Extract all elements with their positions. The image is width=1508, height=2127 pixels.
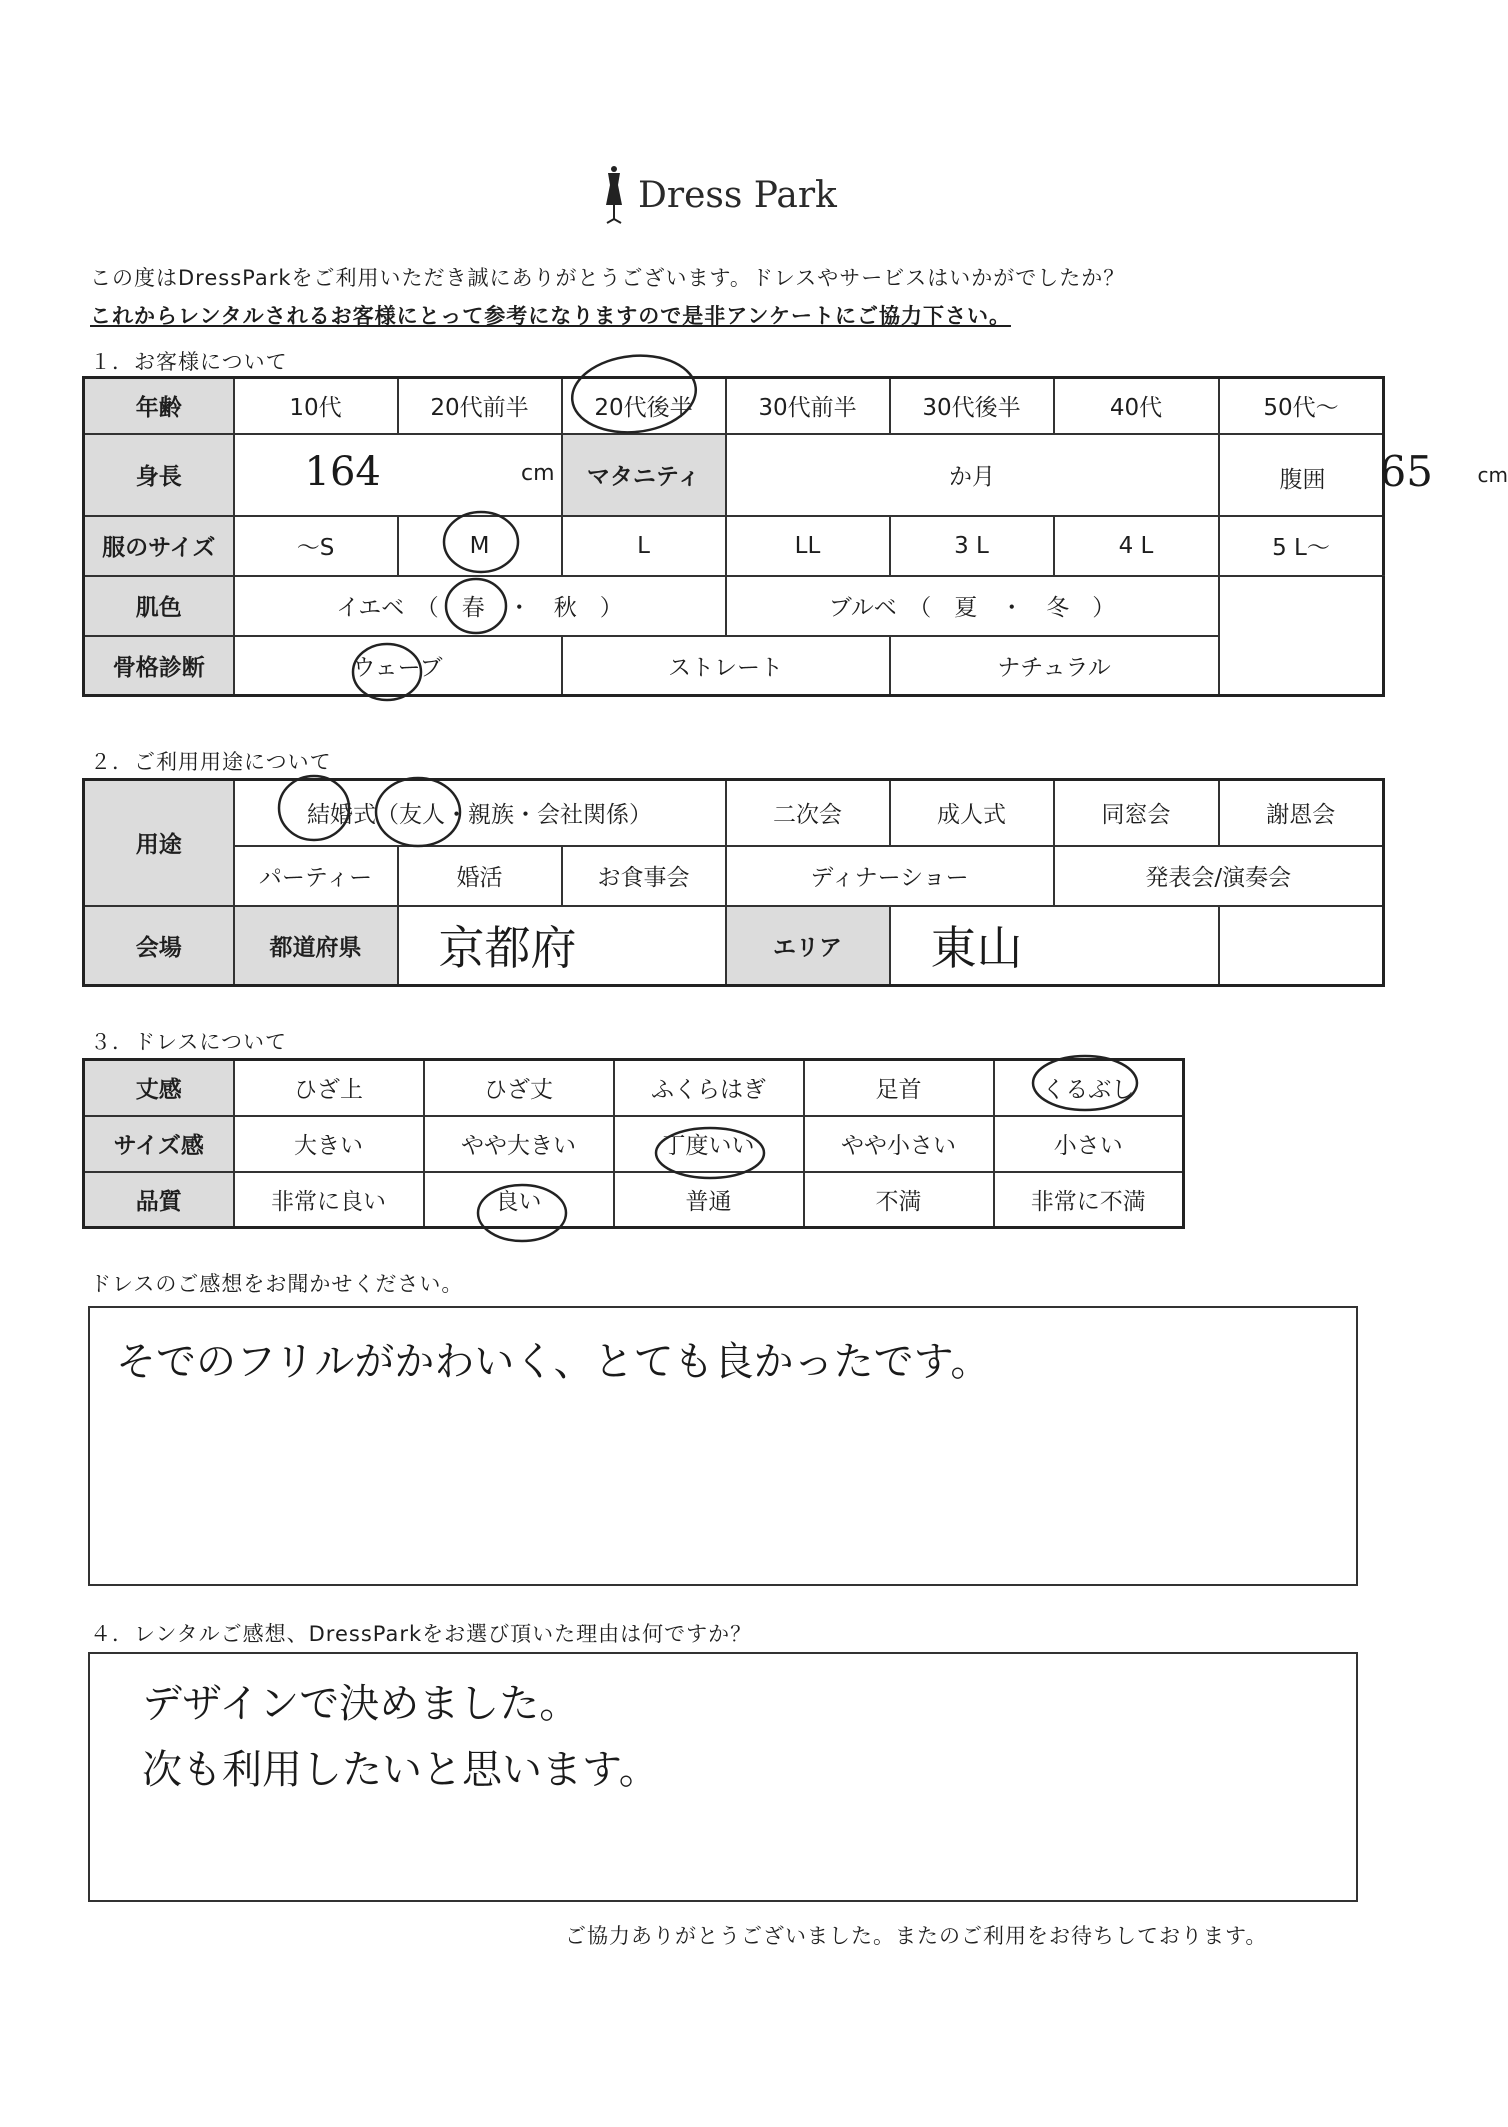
- length-option[interactable]: ひざ丈: [424, 1060, 614, 1116]
- fit-option[interactable]: やや小さい: [804, 1116, 994, 1172]
- age-option-selected[interactable]: 20代後半: [562, 378, 726, 434]
- size-option[interactable]: 4 L: [1054, 516, 1219, 576]
- wedding-option[interactable]: 結婚式（友人・親族・会社関係）: [234, 780, 726, 846]
- quality-row: [84, 1172, 1184, 1228]
- waist-unit: cm: [1477, 462, 1508, 487]
- size-option[interactable]: ～S: [234, 516, 398, 576]
- skeleton-option-selected[interactable]: ウェーブ: [234, 636, 562, 696]
- purpose-table: [82, 778, 1385, 987]
- age-option[interactable]: 20代前半: [398, 378, 562, 434]
- skin-label: 肌色: [84, 576, 234, 636]
- fit-option-selected[interactable]: 丁度いい: [614, 1116, 804, 1172]
- quality-option[interactable]: 非常に良い: [234, 1172, 424, 1228]
- prefecture-value[interactable]: 京都府: [398, 906, 726, 986]
- age-option[interactable]: 50代～: [1219, 378, 1384, 434]
- purpose-option[interactable]: ディナーショー: [726, 846, 1054, 906]
- section4-title: ４．レンタルご感想、DressParkをお選び頂いた理由は何ですか？: [90, 1622, 753, 1646]
- section1-title: １．お客様について: [90, 350, 288, 374]
- fit-option[interactable]: やや大きい: [424, 1116, 614, 1172]
- venue-label: 会場: [84, 906, 234, 986]
- height-field[interactable]: [234, 434, 562, 516]
- quality-option[interactable]: 非常に不満: [994, 1172, 1184, 1228]
- quality-option-selected[interactable]: 良い: [424, 1172, 614, 1228]
- months-unit: か月: [949, 464, 995, 490]
- reason-answer-line2: 次も利用したいと思います。: [142, 1747, 659, 1793]
- age-option[interactable]: 30代後半: [890, 378, 1054, 434]
- length-label: 丈感: [84, 1060, 234, 1116]
- purpose-option[interactable]: お食事会: [562, 846, 726, 906]
- intro-text: この度はDressParkをご利用いただき誠にありがとうございます。ドレスやサービスはいかがでしたか？: [90, 266, 1126, 290]
- maternity-label: マタニティ: [562, 434, 726, 516]
- maternity-months-field[interactable]: [726, 434, 1219, 516]
- waist-value: 65: [1379, 446, 1433, 496]
- request-text: これからレンタルされるお客様にとって参考になりますので是非アンケートにご協力下さい。: [90, 304, 1011, 328]
- purpose-row-1: [84, 780, 1384, 846]
- size-option[interactable]: 5 L～: [1219, 516, 1384, 576]
- waist-label: 腹囲: [1279, 466, 1326, 493]
- purpose-option[interactable]: 発表会/演奏会: [1054, 846, 1384, 906]
- size-row: [84, 516, 1384, 576]
- length-option[interactable]: 足首: [804, 1060, 994, 1116]
- length-option[interactable]: ひざ上: [234, 1060, 424, 1116]
- prefecture-label: 都道府県: [234, 906, 398, 986]
- skeleton-row: [84, 636, 1384, 696]
- age-label: 年齢: [84, 378, 234, 434]
- purpose-option[interactable]: 同窓会: [1054, 780, 1219, 846]
- footer-thanks: ご協力ありがとうございました。またのご利用をお待ちしております。: [565, 1924, 1268, 1948]
- fit-row: [84, 1116, 1184, 1172]
- height-label: 身長: [84, 434, 234, 516]
- size-option[interactable]: L: [562, 516, 726, 576]
- customer-table: [82, 376, 1508, 697]
- purpose-option[interactable]: 成人式: [890, 780, 1054, 846]
- reason-answer-line1: デザインで決めました。: [142, 1681, 580, 1727]
- yellow-base-option[interactable]: イエベ （ 春 ・ 秋 ）: [234, 576, 726, 636]
- size-option[interactable]: LL: [726, 516, 890, 576]
- dress-form-icon: [600, 165, 628, 225]
- fit-label: サイズ感: [84, 1116, 234, 1172]
- purpose-option[interactable]: 二次会: [726, 780, 890, 846]
- blue-base-option[interactable]: ブルベ （ 夏 ・ 冬 ）: [726, 576, 1219, 636]
- size-label: 服のサイズ: [84, 516, 234, 576]
- length-option-selected[interactable]: くるぶし: [994, 1060, 1184, 1116]
- brand-name: Dress Park: [638, 174, 837, 216]
- height-value: 164: [304, 448, 381, 495]
- purpose-option[interactable]: パーティー: [234, 846, 398, 906]
- reason-box[interactable]: [88, 1652, 1358, 1902]
- fit-option[interactable]: 小さい: [994, 1116, 1184, 1172]
- section2-title: ２．ご利用用途について: [90, 750, 332, 774]
- length-option[interactable]: ふくらはぎ: [614, 1060, 804, 1116]
- skeleton-option[interactable]: ナチュラル: [890, 636, 1219, 696]
- brand-logo: [600, 160, 840, 230]
- purpose-label: 用途: [84, 780, 234, 906]
- size-option-selected[interactable]: M: [398, 516, 562, 576]
- waist-field[interactable]: [1219, 434, 1508, 516]
- area-value[interactable]: 東山: [890, 906, 1219, 986]
- height-unit: cm: [520, 460, 555, 486]
- length-row: [84, 1060, 1184, 1116]
- age-option[interactable]: 30代前半: [726, 378, 890, 434]
- section3-title: ３．ドレスについて: [90, 1030, 287, 1054]
- skin-row: [84, 576, 1384, 636]
- fit-option[interactable]: 大きい: [234, 1116, 424, 1172]
- dress-table: [82, 1058, 1185, 1229]
- skeleton-option[interactable]: ストレート: [562, 636, 890, 696]
- quality-option[interactable]: 普通: [614, 1172, 804, 1228]
- venue-row: [84, 906, 1384, 986]
- impressions-box[interactable]: [88, 1306, 1358, 1586]
- quality-label: 品質: [84, 1172, 234, 1228]
- purpose-option[interactable]: 婚活: [398, 846, 562, 906]
- purpose-option[interactable]: 謝恩会: [1219, 780, 1384, 846]
- age-row: [84, 378, 1384, 434]
- age-option[interactable]: 40代: [1054, 378, 1219, 434]
- impressions-answer: そでのフリルがかわいく、とても良かったです。: [116, 1339, 991, 1385]
- age-option[interactable]: 10代: [234, 378, 398, 434]
- skeleton-label: 骨格診断: [84, 636, 234, 696]
- size-option[interactable]: 3 L: [890, 516, 1054, 576]
- impressions-prompt: ドレスのご感想をお聞かせください。: [90, 1272, 464, 1296]
- purpose-row-2: [84, 846, 1384, 906]
- height-row: [84, 434, 1384, 516]
- quality-option[interactable]: 不満: [804, 1172, 994, 1228]
- area-label: エリア: [726, 906, 890, 986]
